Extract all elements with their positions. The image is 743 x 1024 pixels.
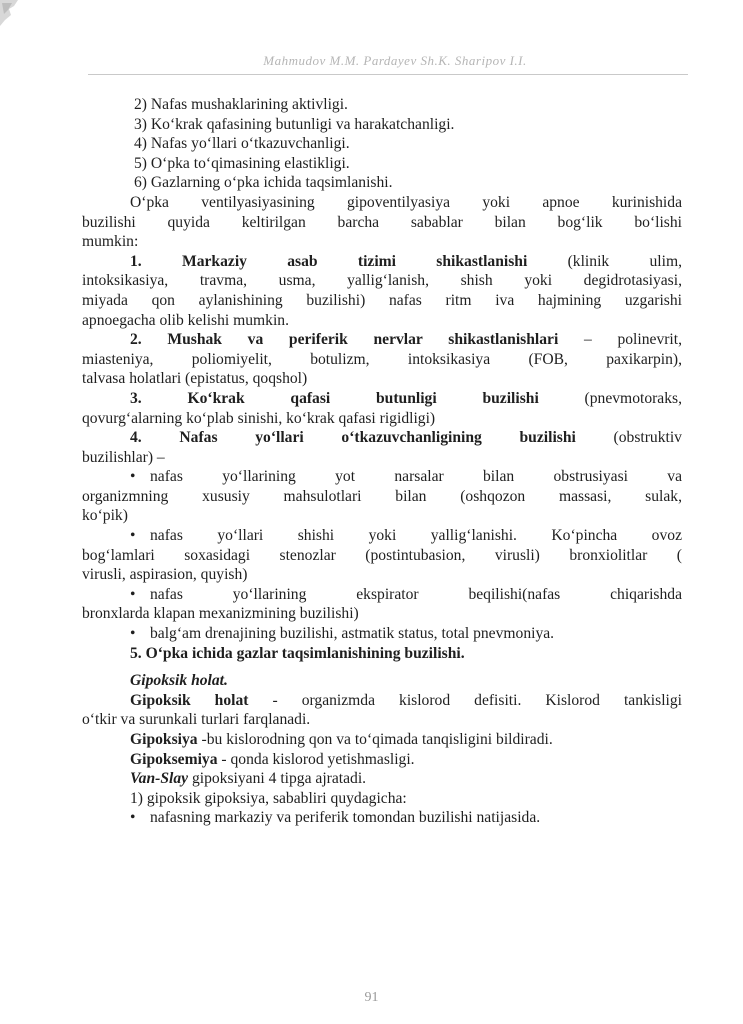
obstruction-bullets (82, 467, 682, 643)
list-item: 4) Nafas yo‘llari o‘tkazuvchanligi. (134, 135, 350, 153)
bullet-text: nafas yo‘llari shishi yoki yallig‘lanishi. Ko‘pincha ovoz (150, 527, 682, 545)
paragraph-line: O‘pka ventilyasiyasining gipoventilyasiya yoki apnoe kurinishida (130, 193, 682, 211)
bullet-text: balg‘am drenajining buzilishi, astmatik status, total pnevmoniya. (150, 625, 555, 643)
cause-item-2 (82, 330, 682, 389)
list-item: 1) gipoksik gipoksiya, sababliri quydagicha: (130, 789, 407, 807)
definition-line (82, 691, 682, 711)
cause-item-3 (82, 389, 682, 428)
paragraph-line: buzilishi quyida keltirilgan barcha sabablar bilan bog‘lik bo‘lishi (82, 213, 682, 231)
cause-item-5 (82, 644, 682, 664)
term-definition: -bu kislorodning qon va to‘qimada tanqisligini bildiradi. (197, 731, 553, 748)
definition-line (82, 730, 682, 750)
ventilation-factors-list (82, 95, 682, 193)
term-definition: - organizmda kislorod defisiti. Kislorod tankisligi (248, 691, 682, 709)
section-heading: Gipoksik holat. (130, 672, 228, 690)
bullet-dot-icon: • (130, 809, 136, 827)
cause-title: 5. O‘pka ichida gazlar taqsimlanishining buzilishi. (130, 644, 465, 662)
term: Gipoksiya (130, 731, 198, 748)
cause-title: 2. Mushak va periferik nervlar shikastlanishlari (130, 331, 559, 349)
list-item: 6) Gazlarning o‘pka ichida taqsimlanishi. (134, 174, 393, 192)
spacer (82, 663, 682, 671)
cause-title-line (82, 428, 682, 448)
cause-item-4 (82, 428, 682, 467)
page-corner-smudge (0, 0, 22, 26)
paragraph-line: organizmning xususiy mahsulotlari bilan (oshqozon massasi, sulak, (82, 487, 682, 505)
term-definition: - qonda kislorod yetishmasligi. (217, 750, 415, 768)
bullet-line (82, 526, 682, 546)
bullet-dot-icon: • (130, 468, 136, 486)
cause-title-rest: (obstruktiv (575, 429, 682, 447)
cause-title-line (82, 252, 682, 272)
intro-paragraph (82, 193, 682, 252)
paragraph-line: buzilishlar) – (82, 448, 165, 466)
paragraph-line: talvasa holatlari (epistatus, qoqshol) (82, 370, 308, 388)
bullet-line (82, 624, 682, 644)
paragraph-line: o‘tkir va surunkali turlari farqlanadi. (82, 711, 311, 729)
running-head: Mahmudov M.M. Pardayev Sh.K. Sharipov I.I. (263, 53, 527, 68)
hypoxia-section (82, 671, 682, 828)
list-item: 5) O‘pka to‘qimasining elastikligi. (134, 154, 350, 172)
paragraph-line: qovurg‘alarning ko‘plab sinishi, ko‘krak qafasi rigidligi) (82, 409, 436, 427)
bullet-dot-icon: • (130, 585, 136, 603)
cause-title-rest: (pnevmotoraks, (538, 389, 682, 407)
paragraph-line: bog‘lamlari soxasidagi stenozlar (postintubasion, virusli) bronxiolitlar ( (82, 546, 682, 564)
cause-item-1 (82, 252, 682, 330)
bullet-text: nafas yo‘llarining ekspirator beqilishi(nafas chiqarishda (150, 585, 682, 603)
paragraph-line: mumkin: (82, 233, 139, 251)
bullet-dot-icon: • (130, 625, 136, 643)
bullet-line (82, 585, 682, 605)
bullet-line (82, 467, 682, 487)
cause-title: 4. Nafas yo‘llari o‘tkazuvchanligining buzilishi (130, 429, 576, 447)
cause-title-line (82, 330, 682, 350)
list-item: 3) Ko‘krak qafasining butunligi va harakatchanligi. (134, 115, 455, 133)
definition-line (82, 750, 682, 770)
page-body (82, 95, 682, 828)
bullet-text: nafasning markaziy va periferik tomondan buzilishi natijasida. (150, 809, 541, 827)
page-number: 91 (364, 990, 379, 1005)
bullet-dot-icon: • (130, 527, 136, 545)
cause-title: 1. Markaziy asab tizimi shikastlanishi (130, 252, 528, 270)
cause-title-rest: – polinevrit, (558, 331, 682, 349)
paragraph-line: miyada qon aylanishining buzilishi) nafas ritm iva hajmining uzgarishi (82, 291, 682, 309)
paragraph-line: ko‘pik) (82, 507, 128, 525)
term: Gipoksemiya (130, 750, 218, 768)
term-definition: gipoksiyani 4 tipga ajratadi. (188, 770, 367, 788)
term: Van-Slay (130, 770, 189, 788)
paragraph-line: apnoegacha olib kelishi mumkin. (82, 311, 290, 329)
cause-title-line (82, 389, 682, 409)
bullet-line (82, 808, 682, 828)
paragraph-line: virusli, aspirasion, quyish) (82, 566, 248, 584)
cause-title-rest: (klinik ulim, (527, 252, 682, 270)
header-rule (88, 74, 688, 75)
term: Gipoksik holat (130, 691, 249, 709)
bullet-text: nafas yo‘llarining yot narsalar bilan obstrusiyasi va (150, 468, 682, 486)
paragraph-line: miasteniya, poliomiyelit, botulizm, intoksikasiya (FOB, paxikarpin), (82, 350, 682, 368)
definition-line (82, 769, 682, 789)
paragraph-line: intoksikasiya, travma, usma, yallig‘lanish, shish yoki degidrotasiyasi, (82, 272, 682, 290)
list-item: 2) Nafas mushaklarining aktivligi. (134, 96, 348, 113)
cause-title: 3. Ko‘krak qafasi butunligi buzilishi (130, 389, 539, 407)
paragraph-line: bronxlarda klapan mexanizmining buzilishi) (82, 605, 359, 623)
